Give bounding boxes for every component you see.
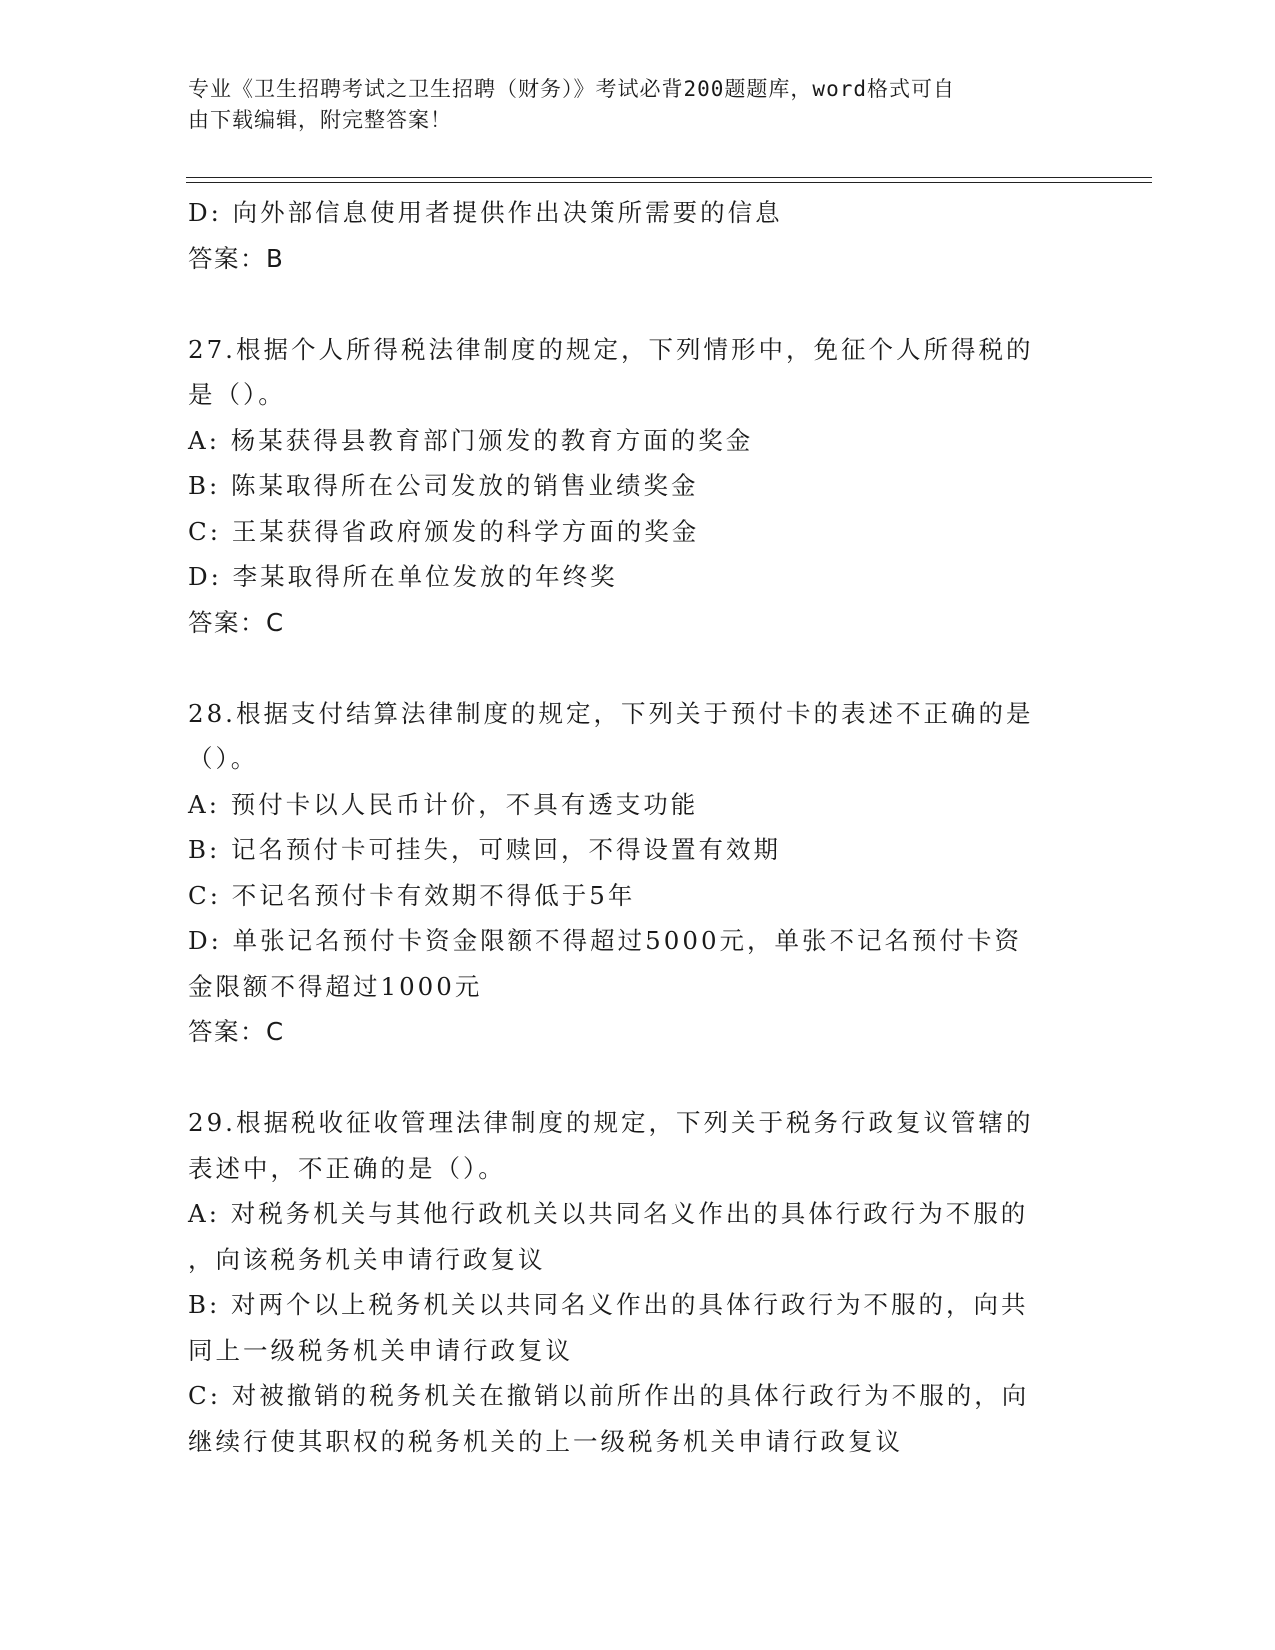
option-b: B: 对两个以上税务机关以共同名义作出的具体行政行为不服的，向共	[188, 1290, 1029, 1319]
question-stem-cont: （）。	[188, 744, 259, 773]
answer-line: 答案：B	[188, 243, 285, 273]
question-stem: 27.根据个人所得税法律制度的规定，下列情形中，免征个人所得税的	[188, 334, 1034, 364]
question-29	[188, 1100, 1078, 1464]
question-27	[188, 327, 1078, 646]
spacer	[188, 1055, 1078, 1101]
answer-line: 答案：C	[188, 607, 285, 637]
document-header	[188, 74, 1088, 136]
header-rule-bottom	[186, 182, 1152, 183]
question-28	[188, 691, 1078, 1055]
option-d: D: 向外部信息使用者提供作出决策所需要的信息	[188, 198, 783, 227]
option-c: C: 对被撤销的税务机关在撤销以前所作出的具体行政行为不服的，向	[188, 1381, 1030, 1410]
question-stem-cont: 表述中，不正确的是（）。	[188, 1153, 506, 1183]
option-a: A: 杨某获得县教育部门颁发的教育方面的奖金	[188, 425, 754, 455]
header-line-2: 由下载编辑，附完整答案！	[188, 108, 452, 132]
option-c-cont: 继续行使其职权的税务机关的上一级税务机关申请行政复议	[188, 1426, 903, 1456]
question-stem: 28.根据支付结算法律制度的规定，下列关于预付卡的表述不正确的是	[188, 698, 1034, 728]
question-stem: 29.根据税收征收管理法律制度的规定，下列关于税务行政复议管辖的	[188, 1108, 1034, 1137]
question-stem-cont: 是（）。	[188, 380, 286, 409]
option-a: A: 对税务机关与其他行政机关以共同名义作出的具体行政行为不服的	[188, 1199, 1029, 1228]
option-b: B: 陈某取得所在公司发放的销售业绩奖金	[188, 471, 699, 500]
option-d: D: 李某取得所在单位发放的年终奖	[188, 562, 618, 591]
option-a-cont: ，向该税务机关申请行政复议	[188, 1244, 546, 1274]
option-b: B: 记名预付卡可挂失，可赎回，不得设置有效期	[188, 835, 782, 864]
header-line-1: 专业《卫生招聘考试之卫生招聘（财务）》考试必背200题题库，word格式可自	[188, 77, 955, 101]
header-rule-top	[186, 177, 1152, 178]
spacer	[188, 645, 1078, 691]
option-b-cont: 同上一级税务机关申请行政复议	[188, 1335, 573, 1365]
carryover-block	[188, 190, 1078, 281]
option-a: A: 预付卡以人民币计价，不具有透支功能	[188, 789, 699, 819]
spacer	[188, 281, 1078, 327]
option-d: D: 单张记名预付卡资金限额不得超过5000元，单张不记名预付卡资	[188, 926, 1023, 955]
option-c: C: 王某获得省政府颁发的科学方面的奖金	[188, 516, 700, 546]
option-c: C: 不记名预付卡有效期不得低于5年	[188, 880, 636, 910]
option-d-cont: 金限额不得超过1000元	[188, 971, 483, 1001]
document-body	[188, 190, 1078, 1464]
answer-line: 答案：C	[188, 1017, 285, 1046]
